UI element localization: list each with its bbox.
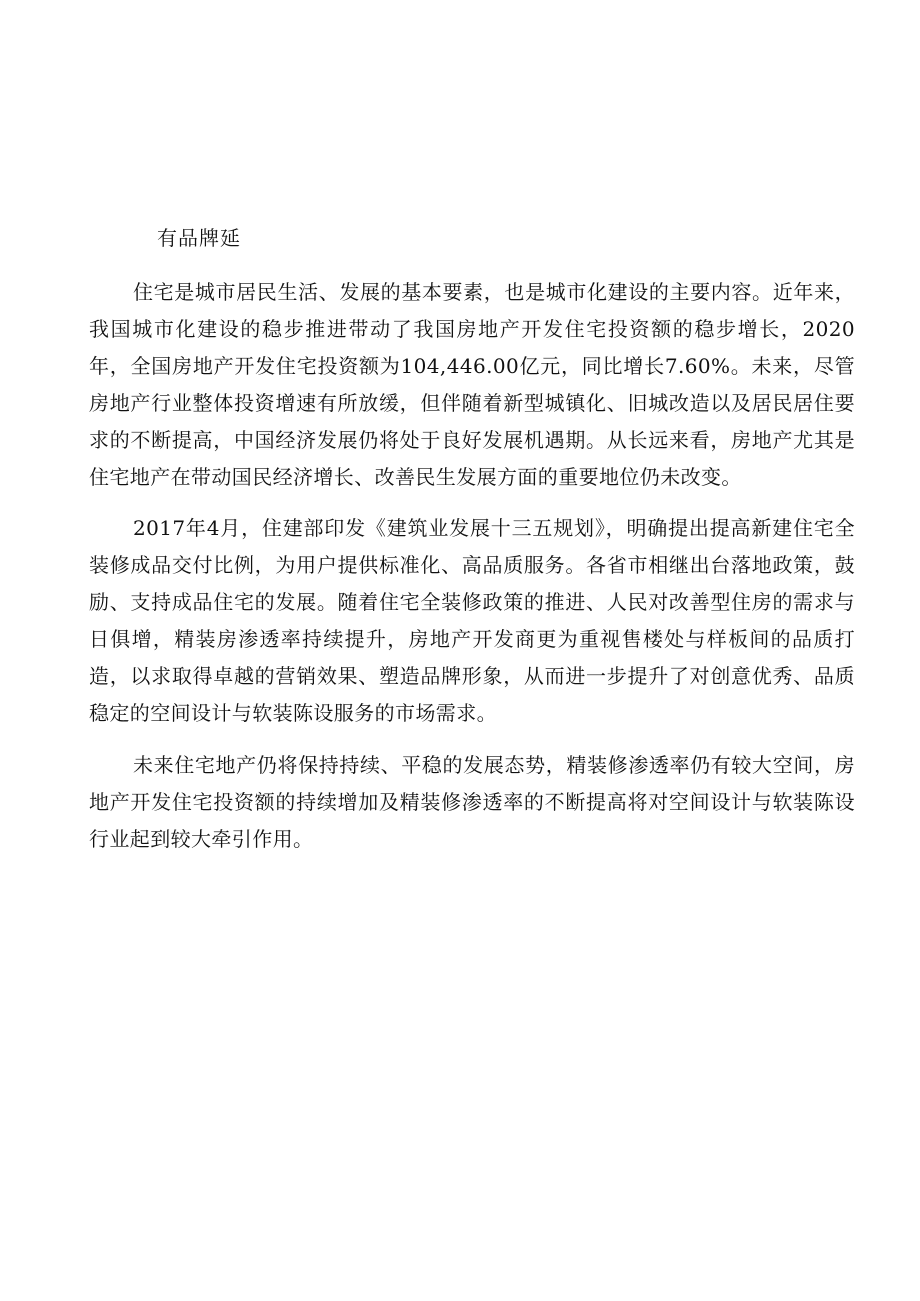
paragraph-residential-demand: 住宅是城市居民生活、发展的基本要素，也是城市化建设的主要内容。近年来，我国城市化建设的稳步推进带动了我国房地产开发住宅投资额的稳步增长，2020年，全国房地产开发住宅投资额为104,446.00亿元，同比增长7.60%。未来，尽管房地产行业整体投资增速有所放缓，但伴随着新型城镇化、旧城改造以及居民居住要求的不断提高，中国经济发展仍将处于良好发展机遇期。从长远来看，房地产尤其是住宅地产在带动国民经济增长、改善民生发展方面的重要地位仍未改变。 xyxy=(89,280,855,489)
paragraph-policy: 2017年4月，住建部印发《建筑业发展十三五规划》，明确提出提高新建住宅全装修成品交付比例，为用户提供标准化、高品质服务。各省市相继出台落地政策，鼓励、支持成品住宅的发展。随着住宅全装修政策的推进、人民对改善型住房的需求与日俱增，精装房渗透率持续提升，房地产开发商更为重视售楼处与样板间的品质打造，以求取得卓越的营销效果、塑造品牌形象，从而进一步提升了对创意优秀、品质稳定的空间设计与软装陈设服务的市场需求。 xyxy=(89,516,855,725)
body-text xyxy=(89,274,855,873)
paragraph-outlook: 未来住宅地产仍将保持持续、平稳的发展态势，精装修渗透率仍有较大空间，房地产开发住宅投资额的持续增加及精装修渗透率的不断提高将对空间设计与软装陈设行业起到较大牵引作用。 xyxy=(89,752,855,851)
section-heading: 有品牌延 xyxy=(157,226,241,250)
